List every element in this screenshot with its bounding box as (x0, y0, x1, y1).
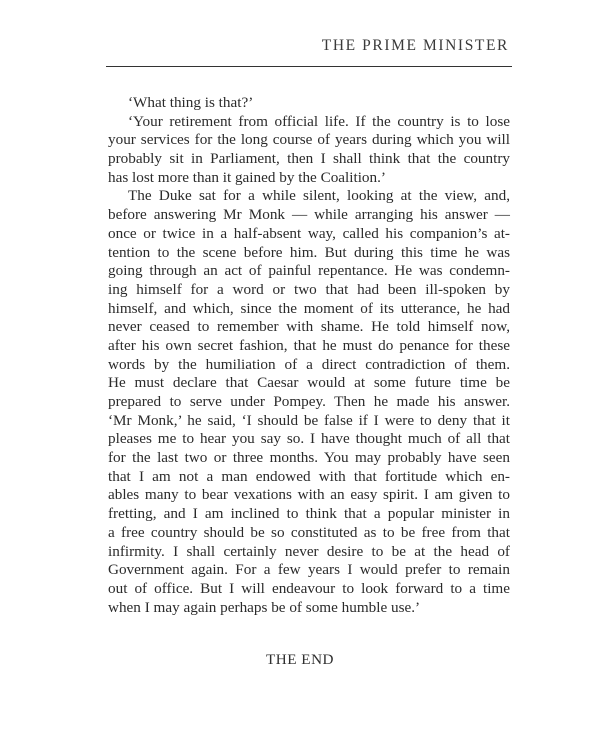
text-line: infirmity. I shall certainly never desire to be at the head of (108, 542, 510, 560)
text-line: He must declare that Caesar would at some future time be (108, 374, 510, 392)
text-line: before answering Mr Monk — while arranging his answer — (108, 206, 510, 224)
text-line: ‘What thing is that?’ (128, 94, 254, 111)
text-line: that I am not a man endowed with that fortitude which en- (108, 467, 510, 485)
text-line: once or twice in a half-absent way, called his companion’s at- (108, 224, 510, 242)
the-end-label: THE END (265, 651, 335, 668)
text-line: never ceased to remember with shame. He told himself now, (108, 318, 510, 336)
text-line: himself, and which, since the moment of its utterance, he had (108, 299, 510, 317)
text-line: ‘Your retirement from official life. If the country is to lose (128, 112, 510, 130)
text-line: prepared to serve under Pompey. Then he made his answer. (108, 393, 510, 410)
text-line: ing himself for a word or two that had been ill-spoken by (108, 280, 510, 298)
running-head: THE PRIME MINISTER (321, 37, 509, 54)
text-line: for the last two or three months. You may probably have seen (108, 449, 510, 467)
text-line: The Duke sat for a while silent, looking at the view, and, (128, 187, 510, 205)
text-line: has lost more than it gained by the Coalition.’ (108, 168, 386, 186)
text-line: ables many to bear vexations with an easy spirit. I am given to (108, 486, 510, 504)
text-line: tention to the scene before him. But during this time he was (108, 243, 510, 261)
text-line: ‘Mr Monk,’ he said, ‘I should be false if I were to deny that it (108, 411, 510, 429)
text-line: words by the humiliation of a direct contradiction of them. (108, 355, 510, 373)
text-line: Government again. For a few years I would prefer to remain (108, 561, 510, 579)
body-text (108, 94, 510, 617)
text-line: out of office. But I will endeavour to look forward to a time (108, 579, 510, 597)
text-line: going through an act of painful repentance. He was condemn- (108, 262, 510, 280)
text-line: your services for the long course of years during which you will (108, 131, 510, 149)
text-line: after his own secret fashion, that he must do penance for these (108, 336, 510, 354)
text-line: when I may again perhaps be of some humble use.’ (108, 598, 421, 616)
text-line: a free country should be so constituted as to be free from that (108, 523, 510, 541)
text-line: fretting, and I am inclined to think that a popular minister in (108, 505, 510, 523)
header-rule (106, 66, 512, 67)
text-line: probably sit in Parliament, then I shall think that the country (108, 150, 510, 168)
text-line: pleases me to hear you say so. I have thought much of all that (108, 430, 510, 448)
